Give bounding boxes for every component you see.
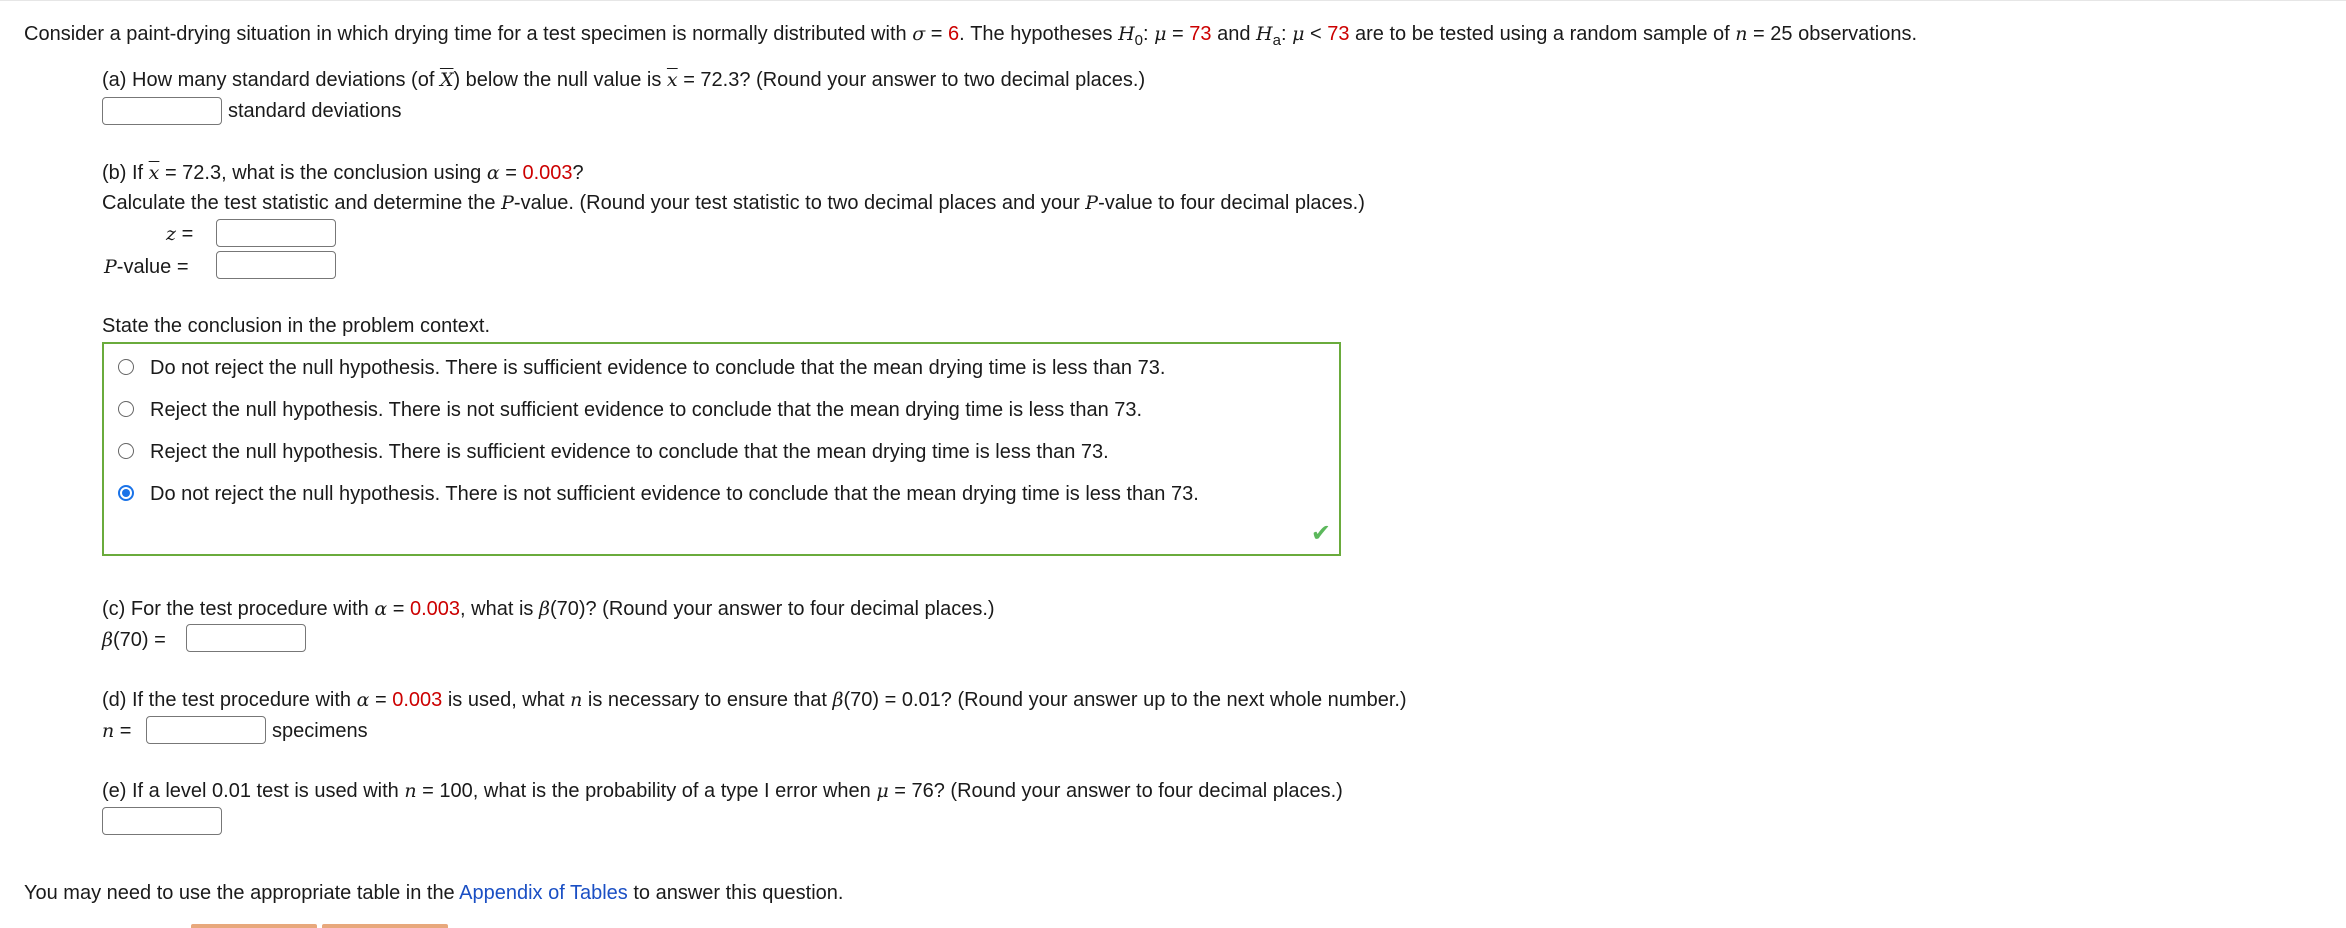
appendix-tables-link[interactable]: Appendix of Tables <box>459 882 628 904</box>
answer-a-unit: standard deviations <box>228 100 402 122</box>
sigma-value: 6 <box>947 23 960 45</box>
alpha-value-c: 0.003 <box>409 598 461 620</box>
check-icon: ✔ <box>1310 520 1331 547</box>
problem-statement: Consider a paint-drying situation in which drying time for a test specimen is normally distributed with σ = 6. The hypotheses $H_0$: μ = 73 and $H_a$: μ < 73 are to be tested using a random sample of n = 25 observations. <box>24 23 1918 49</box>
n-label: n = <box>102 720 132 742</box>
beta70-label: β(70) = <box>102 629 166 651</box>
question-e: (e) If a level 0.01 test is used with n = 100, what is the probability of a type I error when μ = 76? (Round your answer to four decimal places.) <box>102 780 1343 802</box>
type1-error-input[interactable] <box>102 807 222 835</box>
alpha-value-d: 0.003 <box>392 689 443 711</box>
beta70-input[interactable] <box>186 624 306 652</box>
action-button-2[interactable] <box>322 924 448 928</box>
question-c: (c) For the test procedure with α = 0.003, what is β(70)? (Round your answer to four decimal places.) <box>102 598 995 620</box>
n-input[interactable] <box>146 716 266 744</box>
answer-a-input[interactable] <box>102 97 222 125</box>
action-button-1[interactable] <box>191 924 317 928</box>
conclusion-options-box: Do not reject the null hypothesis. There is sufficient evidence to conclude that the mean drying time is less than 73. Reject the null hypothesis. There is not sufficient evidence to conclude that the mean drying time is less than 73. Reject the null hypothesis. There is sufficient evidence to conclude that the mean drying time is less than 73. Do not reject the null hypothesis. There is not sufficient evidence to conclude that the mean drying time is less than 73. ✔ <box>102 342 1341 556</box>
top-divider <box>0 0 2346 1</box>
question-d: (d) If the test procedure with α = 0.003 is used, what n is necessary to ensure that β(70) = 0.01? (Round your answer up to the next whole number.) <box>102 689 1407 711</box>
n-unit: specimens <box>272 720 368 742</box>
radio-selected-icon[interactable] <box>118 485 134 501</box>
mu0-value: 73 <box>1189 23 1212 45</box>
mua-value: 73 <box>1327 23 1350 45</box>
z-label: z = <box>166 223 194 245</box>
alpha-value-b: 0.003 <box>522 162 573 184</box>
question-b: (b) If $\overline{x} = 72.3$, what is the conclusion using α = 0.003? <box>102 162 584 184</box>
calc-instructions: Calculate the test statistic and determine the P-value. (Round your test statistic to two decimal places and your P-value to four decimal places.) <box>102 192 1365 214</box>
state-conclusion-label: State the conclusion in the problem context. <box>102 315 491 337</box>
radio-unselected-icon[interactable] <box>118 359 134 375</box>
question-a: (a) How many standard deviations (of $\overline{X}$) below the null value is $\overline{x} = 72.3$? (Round your answer to two decimal places.) <box>102 69 1146 91</box>
p-value-label: P-value = <box>104 256 189 278</box>
footer-note: You may need to use the appropriate table in the Appendix of Tables to answer this question. <box>24 882 844 904</box>
z-input[interactable] <box>216 219 336 247</box>
radio-unselected-icon[interactable] <box>118 401 134 417</box>
radio-unselected-icon[interactable] <box>118 443 134 459</box>
p-value-input[interactable] <box>216 251 336 279</box>
